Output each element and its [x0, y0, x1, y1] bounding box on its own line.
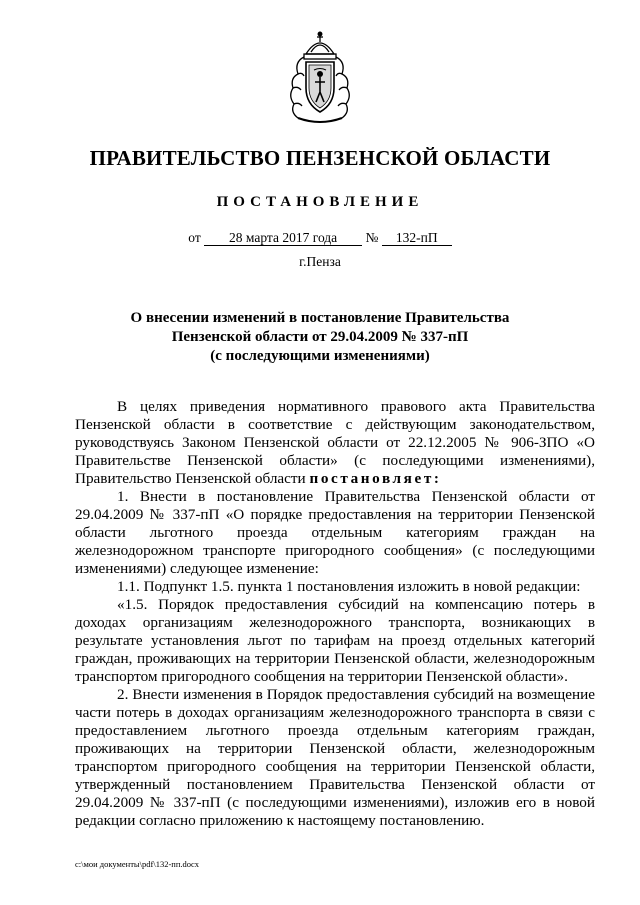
subject-line-3: (с последующими изменениями) — [210, 348, 430, 364]
penza-coat-of-arms-icon — [284, 30, 356, 126]
document-body — [75, 398, 595, 830]
paragraph-1-1: 1.1. Подпункт 1.5. пункта 1 постановления изложить в новой редакции: — [117, 578, 581, 595]
preamble-paragraph — [75, 398, 595, 488]
city: г.Пенза — [299, 254, 341, 269]
document-number: 132-пП — [382, 230, 452, 246]
document-subject — [0, 309, 640, 366]
government-title: ПРАВИТЕЛЬСТВО ПЕНЗЕНСКОЙ ОБЛАСТИ — [89, 146, 551, 170]
subject-line-2: Пензенской области от 29.04.2009 № 337-пП — [171, 329, 469, 345]
document-date: 28 марта 2017 года — [204, 230, 362, 246]
date-prefix: от — [188, 230, 201, 245]
paragraph-1-1-text: «1.5. Порядок предоставления субсидий на компенсацию потерь в доходах организациям железнодорожного транспорта, возникающих в результате установления льгот по тарифам на проезд отдельных категорий граждан, проживающих на территории Пензенской области, железнодорожным транспортом пригородного сообщения на территории Пензенской области». — [75, 596, 595, 685]
number-prefix: № — [365, 230, 379, 245]
date-number-line — [0, 230, 640, 246]
file-path-footer: c:\мои документы\pdf\132-пп.docx — [75, 859, 200, 869]
preamble-text: В целях приведения нормативного правового акта Правительства Пензенской области в соответствие с действующим законодательством, руководствуясь Законом Пензенской области от 22.12.2005 № 906-ЗПО «О Правительстве Пензенской области» (с последующими изменениями), Правительство Пензенской области — [75, 398, 595, 487]
subject-line-1: О внесении изменений в постановление Правительства — [130, 310, 510, 326]
paragraph-2: 2. Внести изменения в Порядок предоставления субсидий на возмещение части потерь в доходах организациям железнодорожного транспорта в связи с предоставлением льготного проезда отдельным категориям граждан, проживающих на территории Пензенской области, железнодорожным транспортом пригородного сообщения на территории Пензенской области, утвержденный постановлением Правительства Пензенской области от 29.04.2009 № 337-пП (с последующими изменениями), изложив его в новой редакции согласно приложению к настоящему постановлению. — [75, 686, 595, 829]
paragraph-1: 1. Внести в постановление Правительства Пензенской области от 29.04.2009 № 337-пП «О порядке предоставления на территории Пензенской области льготного проезда отдельным категориям граждан на железнодорожном транспорте пригородного сообщения» (с последующими изменениями) следующее изменение: — [75, 488, 595, 577]
resolves-word: постановляет: — [309, 470, 442, 487]
document-type: ПОСТАНОВЛЕНИЕ — [216, 194, 424, 210]
